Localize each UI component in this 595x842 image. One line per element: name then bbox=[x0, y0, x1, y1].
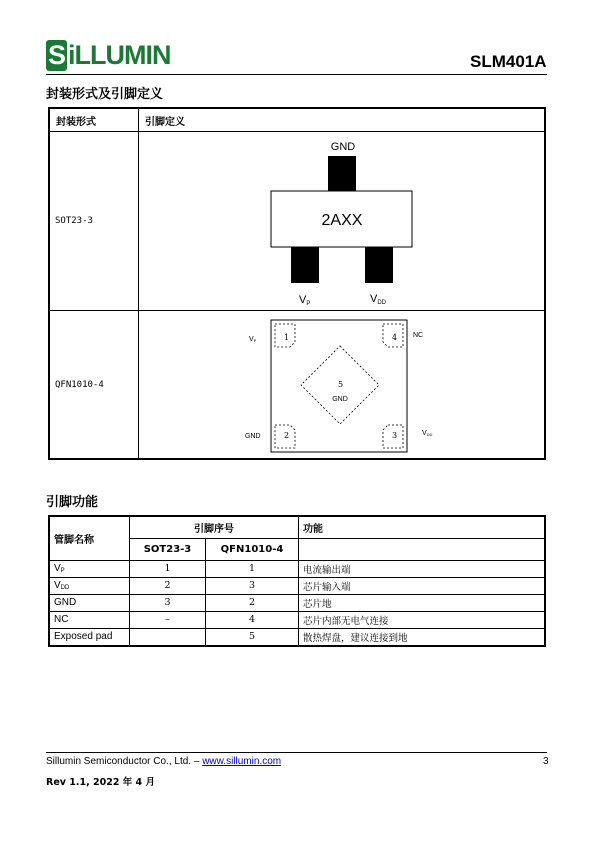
col-sot-header: SOT23-3 bbox=[130, 538, 206, 560]
table-row bbox=[49, 560, 545, 577]
pin-name-cell: $V_P$ bbox=[49, 560, 130, 577]
qfn-pin-cell: 3 bbox=[206, 577, 299, 594]
qfn-pin-cell: 4 bbox=[206, 611, 299, 628]
qfn-pin1-number: 1 bbox=[284, 333, 290, 342]
sot-pin-cell: 1 bbox=[130, 560, 206, 577]
qfn-vp-subscript: P bbox=[253, 338, 257, 343]
revision-info: Rev 1.1, 2022 年 4 月 bbox=[46, 777, 155, 788]
part-number: SLM401A bbox=[470, 52, 547, 71]
sot-pin-right bbox=[365, 247, 393, 283]
sot-vp-subscript: P bbox=[306, 301, 311, 307]
qfn-vdd-subscript: DD bbox=[426, 432, 433, 437]
qfn-pin2-number: 2 bbox=[284, 431, 290, 440]
function-cell: 芯片内部无电气连接 bbox=[299, 611, 546, 628]
qfn-pad-gnd-label: GND bbox=[332, 396, 348, 403]
footer-rule bbox=[46, 752, 547, 753]
col-package-header: 封装形式 bbox=[49, 108, 139, 132]
qfn-nc-label: NC bbox=[413, 332, 424, 339]
pin-name-cell: GND bbox=[49, 594, 130, 611]
sot-vp-label bbox=[299, 294, 310, 307]
sot-pin-cell: – bbox=[130, 611, 206, 628]
table-row bbox=[49, 577, 545, 594]
qfn-pin3-number: 3 bbox=[392, 431, 398, 440]
footer-company bbox=[46, 756, 281, 767]
sot-vdd-subscript: DD bbox=[377, 300, 387, 306]
function-cell: 芯片地 bbox=[299, 594, 546, 611]
qfn-pin-cell: 2 bbox=[206, 594, 299, 611]
sot-pin-left bbox=[291, 247, 319, 283]
company-website-link[interactable]: www.sillumin.com bbox=[202, 756, 282, 767]
qfn-diagram-cell bbox=[139, 311, 546, 460]
package-table bbox=[48, 107, 546, 460]
col-qfn-header: QFN1010-4 bbox=[206, 538, 299, 560]
qfn-pin-cell: 5 bbox=[206, 628, 299, 646]
sot-vp-text: V bbox=[299, 294, 307, 306]
sot-pin-top bbox=[328, 156, 356, 191]
sot-vdd-label bbox=[370, 293, 387, 306]
col-name-header: 管脚名称 bbox=[49, 516, 130, 560]
col-func-empty bbox=[299, 538, 546, 560]
section-title-pinfunc: 引脚功能 bbox=[46, 495, 99, 510]
page-number: 3 bbox=[543, 756, 549, 767]
company-logo: S iLLUMIN bbox=[48, 40, 171, 70]
sot-pin-cell: 2 bbox=[130, 577, 206, 594]
qfn-pin-cell: 1 bbox=[206, 560, 299, 577]
pin-name-cell: Exposed pad bbox=[49, 628, 130, 646]
qfn-pin4-number: 4 bbox=[392, 333, 398, 342]
function-cell: 电流输出端 bbox=[299, 560, 546, 577]
qfn-diagram bbox=[139, 311, 544, 458]
svg-text:VP bbox=[249, 336, 257, 343]
svg-text:VDD bbox=[422, 430, 433, 437]
sot-pin-cell: 3 bbox=[130, 594, 206, 611]
section-title-package: 封装形式及引脚定义 bbox=[46, 87, 164, 102]
sot-marking-text: 2AXX bbox=[321, 212, 363, 229]
pin-function-table bbox=[48, 515, 546, 647]
package-name-qfn: QFN1010-4 bbox=[49, 311, 139, 460]
qfn-gnd-label: GND bbox=[245, 433, 261, 440]
function-cell: 散热焊盘，建议连接到地 bbox=[299, 628, 546, 646]
sot-gnd-text: GND bbox=[330, 141, 356, 153]
qfn-vdd-text: V bbox=[422, 430, 427, 437]
package-name-sot: SOT23-3 bbox=[49, 132, 139, 311]
sot-pin-cell bbox=[130, 628, 206, 646]
col-pinno-header: 引脚序号 bbox=[130, 516, 299, 538]
qfn-pin5-number: 5 bbox=[338, 380, 344, 389]
pin-name-cell: NC bbox=[49, 611, 130, 628]
pin-name-cell: $V_{DD}$ bbox=[49, 577, 130, 594]
qfn-vp-text: V bbox=[249, 336, 254, 343]
sot23-diagram bbox=[139, 132, 544, 310]
sot-diagram-cell bbox=[139, 132, 546, 311]
header-rule bbox=[46, 74, 547, 75]
function-cell: 芯片输入端 bbox=[299, 577, 546, 594]
company-name: Sillumin Semiconductor Co., Ltd. – bbox=[46, 756, 203, 767]
col-func-header: 功能 bbox=[299, 516, 546, 538]
table-row bbox=[49, 594, 545, 611]
col-pindef-header: 引脚定义 bbox=[139, 108, 546, 132]
table-row bbox=[49, 628, 545, 646]
table-row bbox=[49, 611, 545, 628]
sot-vdd-text: V bbox=[370, 293, 378, 305]
